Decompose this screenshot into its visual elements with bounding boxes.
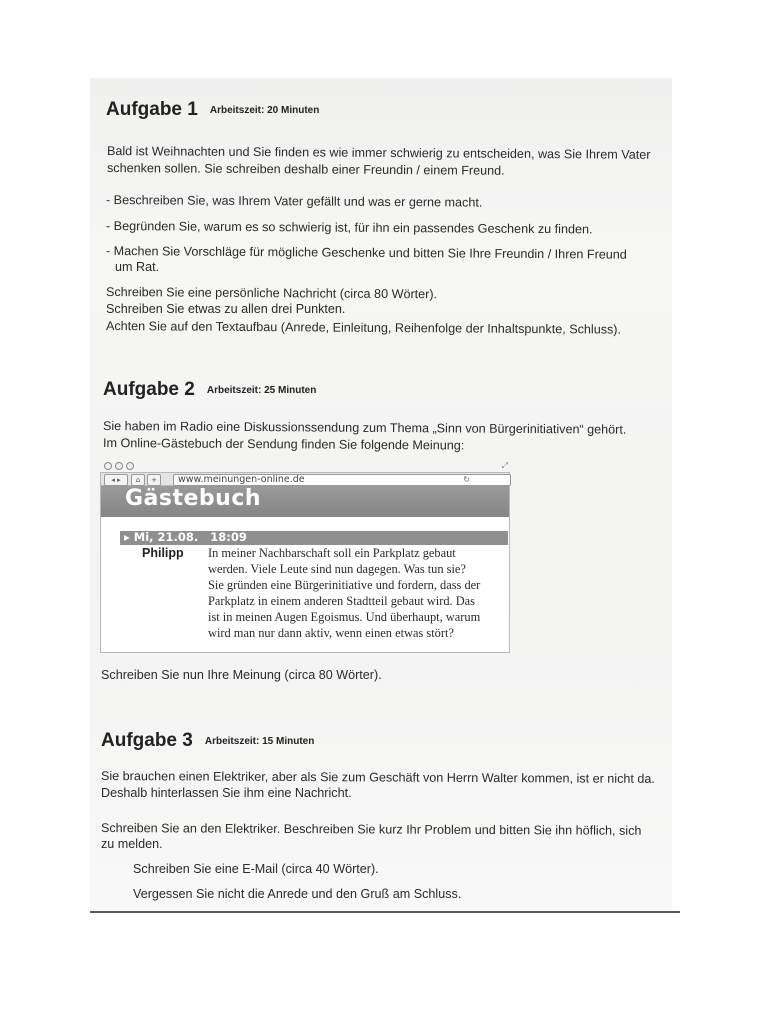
task1-instruction-2: Schreiben Sie etwas zu allen drei Punkten.: [106, 302, 346, 316]
entry-line-6: wird man nur dann aktiv, wenn einen etwas stört?: [208, 626, 454, 640]
task1-bullet-2: - Begründen Sie, warum es so schwierig ist, für ihn ein passendes Geschenk zu finden.: [105, 219, 593, 237]
task3-title: Aufgabe 3: [101, 730, 193, 751]
entry-line-4: Parkplatz in einem anderen Stadtteil gebaut wird. Das: [208, 594, 476, 608]
task3-task-line-2: zu melden.: [101, 837, 163, 851]
task2-instruction: Schreiben Sie nun Ihre Meinung (circa 80 Wörter).: [101, 668, 382, 682]
entry-date: ▸ Mi, 21.08. 18:09: [124, 530, 247, 544]
entry-line-2: werden. Viele Leute sind nun dagegen. Was tun sie?: [208, 562, 466, 576]
entry-date-bar: [120, 531, 508, 545]
task3-task-line-1: Schreiben Sie an den Elektriker. Beschreiben Sie kurz Ihr Problem und bitten Sie ihn höflich, sich: [100, 821, 642, 838]
task1-bullet-3: - Machen Sie Vorschläge für mögliche Geschenke und bitten Sie Ihre Freundin / Ihren Freund: [105, 244, 627, 262]
task2-intro-line-2: Im Online-Gästebuch der Sendung finden Sie folgende Meinung:: [102, 436, 465, 453]
url-bar: [173, 474, 511, 486]
page-bottom-rule: [90, 911, 680, 913]
task1-instruction-1: Schreiben Sie eine persönliche Nachricht (circa 80 Wörter).: [105, 285, 438, 302]
url-text: www.meinungen-online.de: [178, 474, 305, 485]
minimize-dot-icon: [115, 462, 123, 470]
entry-author: Philipp: [142, 546, 184, 560]
task1-title: Aufgabe 1: [106, 99, 198, 120]
browser-toolbar: [100, 472, 510, 486]
task3-heading: [101, 730, 314, 752]
entry-line-1: In meiner Nachbarschaft soll ein Parkplatz gebaut: [208, 546, 456, 560]
task1-heading: [106, 99, 319, 121]
entry-line-3: Sie gründen eine Bürgerinitiative und fordern, dass der: [208, 578, 481, 592]
entry-line-5: ist in meinen Augen Egoismus. Und überhaupt, warum: [208, 610, 481, 624]
reload-icon: ↻: [463, 475, 470, 484]
task1-bullet-3-cont: um Rat.: [115, 260, 160, 274]
task3-intro-line-1: Sie brauchen einen Elektriker, aber als Sie zum Geschäft von Herrn Walter kommen, ist er nicht da.: [100, 769, 655, 786]
task2-heading: [103, 379, 316, 401]
task1-time: Arbeitszeit: 20 Minuten: [209, 105, 320, 116]
task1-intro-line-2: schenken sollen. Sie schreiben deshalb einer Freundin / einem Freund.: [106, 161, 505, 178]
close-dot-icon: [104, 462, 112, 470]
add-icon: +: [147, 474, 161, 486]
task2-title: Aufgabe 2: [103, 379, 195, 400]
guestbook-title-bar: [100, 486, 510, 517]
guestbook-screenshot: [100, 461, 510, 653]
back-forward-icon: ◂ ▸: [104, 474, 128, 486]
guestbook-title: Gästebuch: [125, 486, 262, 511]
task3-intro-line-2: Deshalb hinterlassen Sie ihm eine Nachricht.: [101, 786, 352, 800]
task2-intro-line-1: Sie haben im Radio eine Diskussionssendung zum Thema „Sinn von Bürgerinitiativen“ gehört.: [102, 419, 627, 437]
task1-bullet-1: - Beschreiben Sie, was Ihrem Vater gefällt und was er gerne macht.: [105, 193, 483, 210]
task1-instruction-3: Achten Sie auf den Textaufbau (Anrede, Einleitung, Reihenfolge der Inhaltspunkte, Schluss).: [105, 319, 622, 337]
task2-time: Arbeitszeit: 25 Minuten: [206, 385, 317, 396]
resize-icon: ⤢: [501, 461, 508, 470]
task3-time: Arbeitszeit: 15 Minuten: [204, 736, 315, 747]
window-controls: [104, 462, 134, 470]
zoom-dot-icon: [126, 462, 134, 470]
home-icon: ⌂: [131, 474, 145, 486]
task1-intro-line-1: Bald ist Weihnachten und Sie finden es wie immer schwierig zu entscheiden, was Sie Ihrem Vater: [106, 144, 651, 162]
task3-instruction-2: Vergessen Sie nicht die Anrede und den Gruß am Schluss.: [133, 887, 462, 901]
task3-instruction-1: Schreiben Sie eine E-Mail (circa 40 Wörter).: [133, 862, 379, 876]
